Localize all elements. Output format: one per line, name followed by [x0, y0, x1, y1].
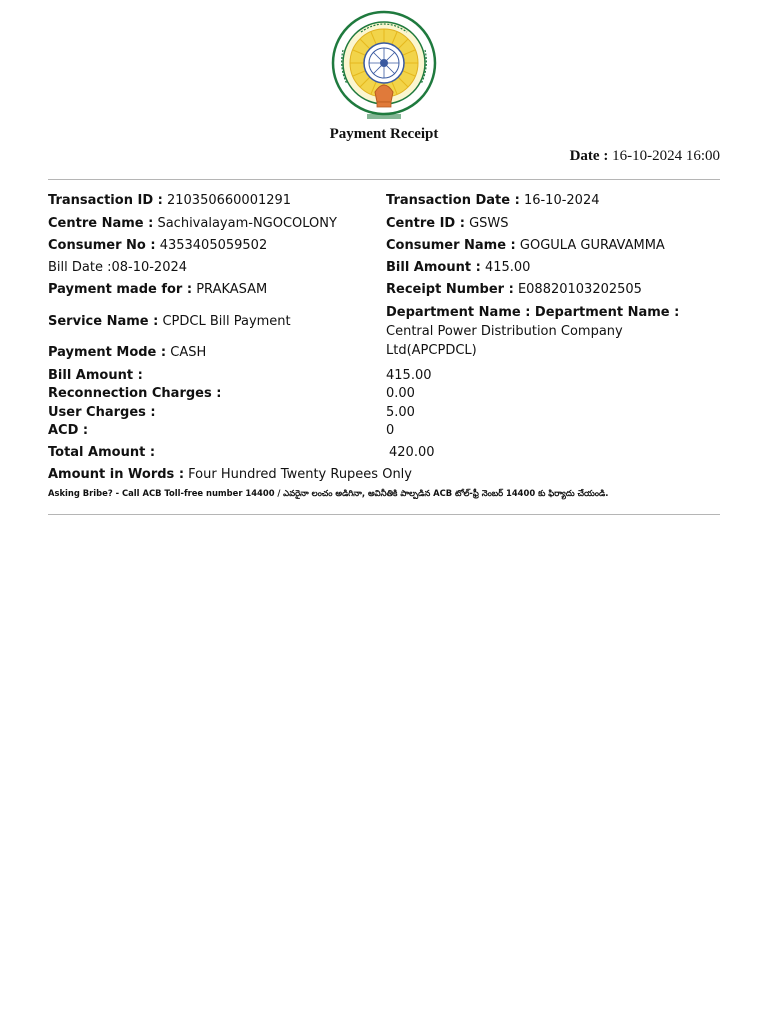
- total-amount-label: [48, 443, 155, 462]
- consumer-no-value: 4353405059502: [159, 238, 268, 253]
- charges-bill-amount-label-text: Bill Amount :: [48, 368, 143, 383]
- centre-name-field: [48, 214, 337, 233]
- transaction-id-value: 210350660001291: [166, 193, 292, 208]
- centre-name-label: Centre Name :: [48, 216, 154, 231]
- centre-id-field: [386, 214, 509, 233]
- reconnection-charges-label-text: Reconnection Charges :: [48, 386, 222, 401]
- payment-made-for-field: [48, 280, 267, 299]
- amount-in-words-label: Amount in Words :: [48, 467, 185, 482]
- payment-made-for-value: PRAKASAM: [196, 282, 268, 297]
- reconnection-charges-label: [48, 384, 221, 403]
- date-value: 16-10-2024 16:00: [612, 148, 720, 164]
- centre-id-label: Centre ID :: [386, 216, 465, 231]
- andhra-pradesh-state-emblem-icon: [331, 10, 437, 122]
- transaction-date-label: Transaction Date :: [386, 193, 520, 208]
- bill-amount-label: Bill Amount :: [386, 260, 481, 275]
- consumer-no-field: [48, 236, 267, 255]
- total-amount-value: 420.00: [389, 445, 435, 460]
- department-name-value: Central Power Distribution Company Ltd(APCPDCL): [386, 324, 623, 358]
- payment-mode-label: Payment Mode :: [48, 345, 167, 360]
- consumer-name-field: [386, 236, 665, 255]
- payment-made-for-label: Payment made for :: [48, 282, 193, 297]
- receipt-number-field: [386, 280, 642, 299]
- transaction-id-field: [48, 191, 291, 210]
- department-name-label: Department Name : Department Name :: [386, 305, 680, 320]
- amount-in-words-field: [48, 465, 412, 484]
- transaction-date-value: 16-10-2024: [523, 193, 600, 208]
- charges-bill-amount-value: 415.00: [386, 368, 432, 383]
- total-amount-label-text: Total Amount :: [48, 445, 156, 460]
- receipt-title: Payment Receipt: [329, 126, 439, 142]
- department-name-field: [386, 303, 706, 360]
- bill-amount-value: 415.00: [484, 260, 531, 275]
- payment-mode-field: [48, 343, 206, 362]
- centre-id-value: GSWS: [469, 216, 509, 231]
- payment-mode-value: CASH: [170, 345, 207, 360]
- reconnection-charges-value: 0.00: [386, 386, 415, 401]
- charges-bill-amount-label: [48, 366, 143, 385]
- transaction-date-field: [386, 191, 600, 210]
- anti-bribery-note-telugu: ఎవరైనా లంచం అడిగినా, అవినీతికి పాల్పడిన ACB టోల్-ఫ్రీ నెంబర్ 14400 కు ఫిర్యాదు చేయండి.: [283, 488, 609, 498]
- transaction-id-label: Transaction ID :: [48, 193, 163, 208]
- service-name-label: Service Name :: [48, 314, 159, 329]
- anti-bribery-note-english: Asking Bribe? - Call ACB Toll-free number 14400 /: [48, 488, 281, 498]
- anti-bribery-note: [48, 488, 608, 501]
- bill-date-field: Bill Date :08-10-2024: [48, 260, 188, 275]
- acd-label-text: ACD :: [48, 423, 89, 438]
- user-charges-label-text: User Charges :: [48, 405, 156, 420]
- receipt-date: [570, 148, 720, 165]
- service-name-value: CPDCL Bill Payment: [162, 314, 291, 329]
- centre-name-value: Sachivalayam-NGOCOLONY: [157, 216, 337, 231]
- acd-value: 0: [386, 423, 395, 438]
- consumer-no-label: Consumer No :: [48, 238, 156, 253]
- date-label: Date :: [569, 148, 609, 164]
- receipt-number-value: E08820103202505: [517, 282, 642, 297]
- amount-in-words-value: Four Hundred Twenty Rupees Only: [188, 467, 412, 482]
- service-name-field: [48, 312, 291, 331]
- consumer-name-label: Consumer Name :: [386, 238, 516, 253]
- user-charges-label: [48, 403, 156, 422]
- bill-amount-field: [386, 258, 530, 277]
- user-charges-value: 5.00: [386, 405, 415, 420]
- receipt-number-label: Receipt Number :: [386, 282, 514, 297]
- consumer-name-value: GOGULA GURAVAMMA: [519, 238, 665, 253]
- acd-label: [48, 421, 88, 440]
- bottom-divider: [48, 514, 720, 515]
- top-divider: [48, 179, 720, 180]
